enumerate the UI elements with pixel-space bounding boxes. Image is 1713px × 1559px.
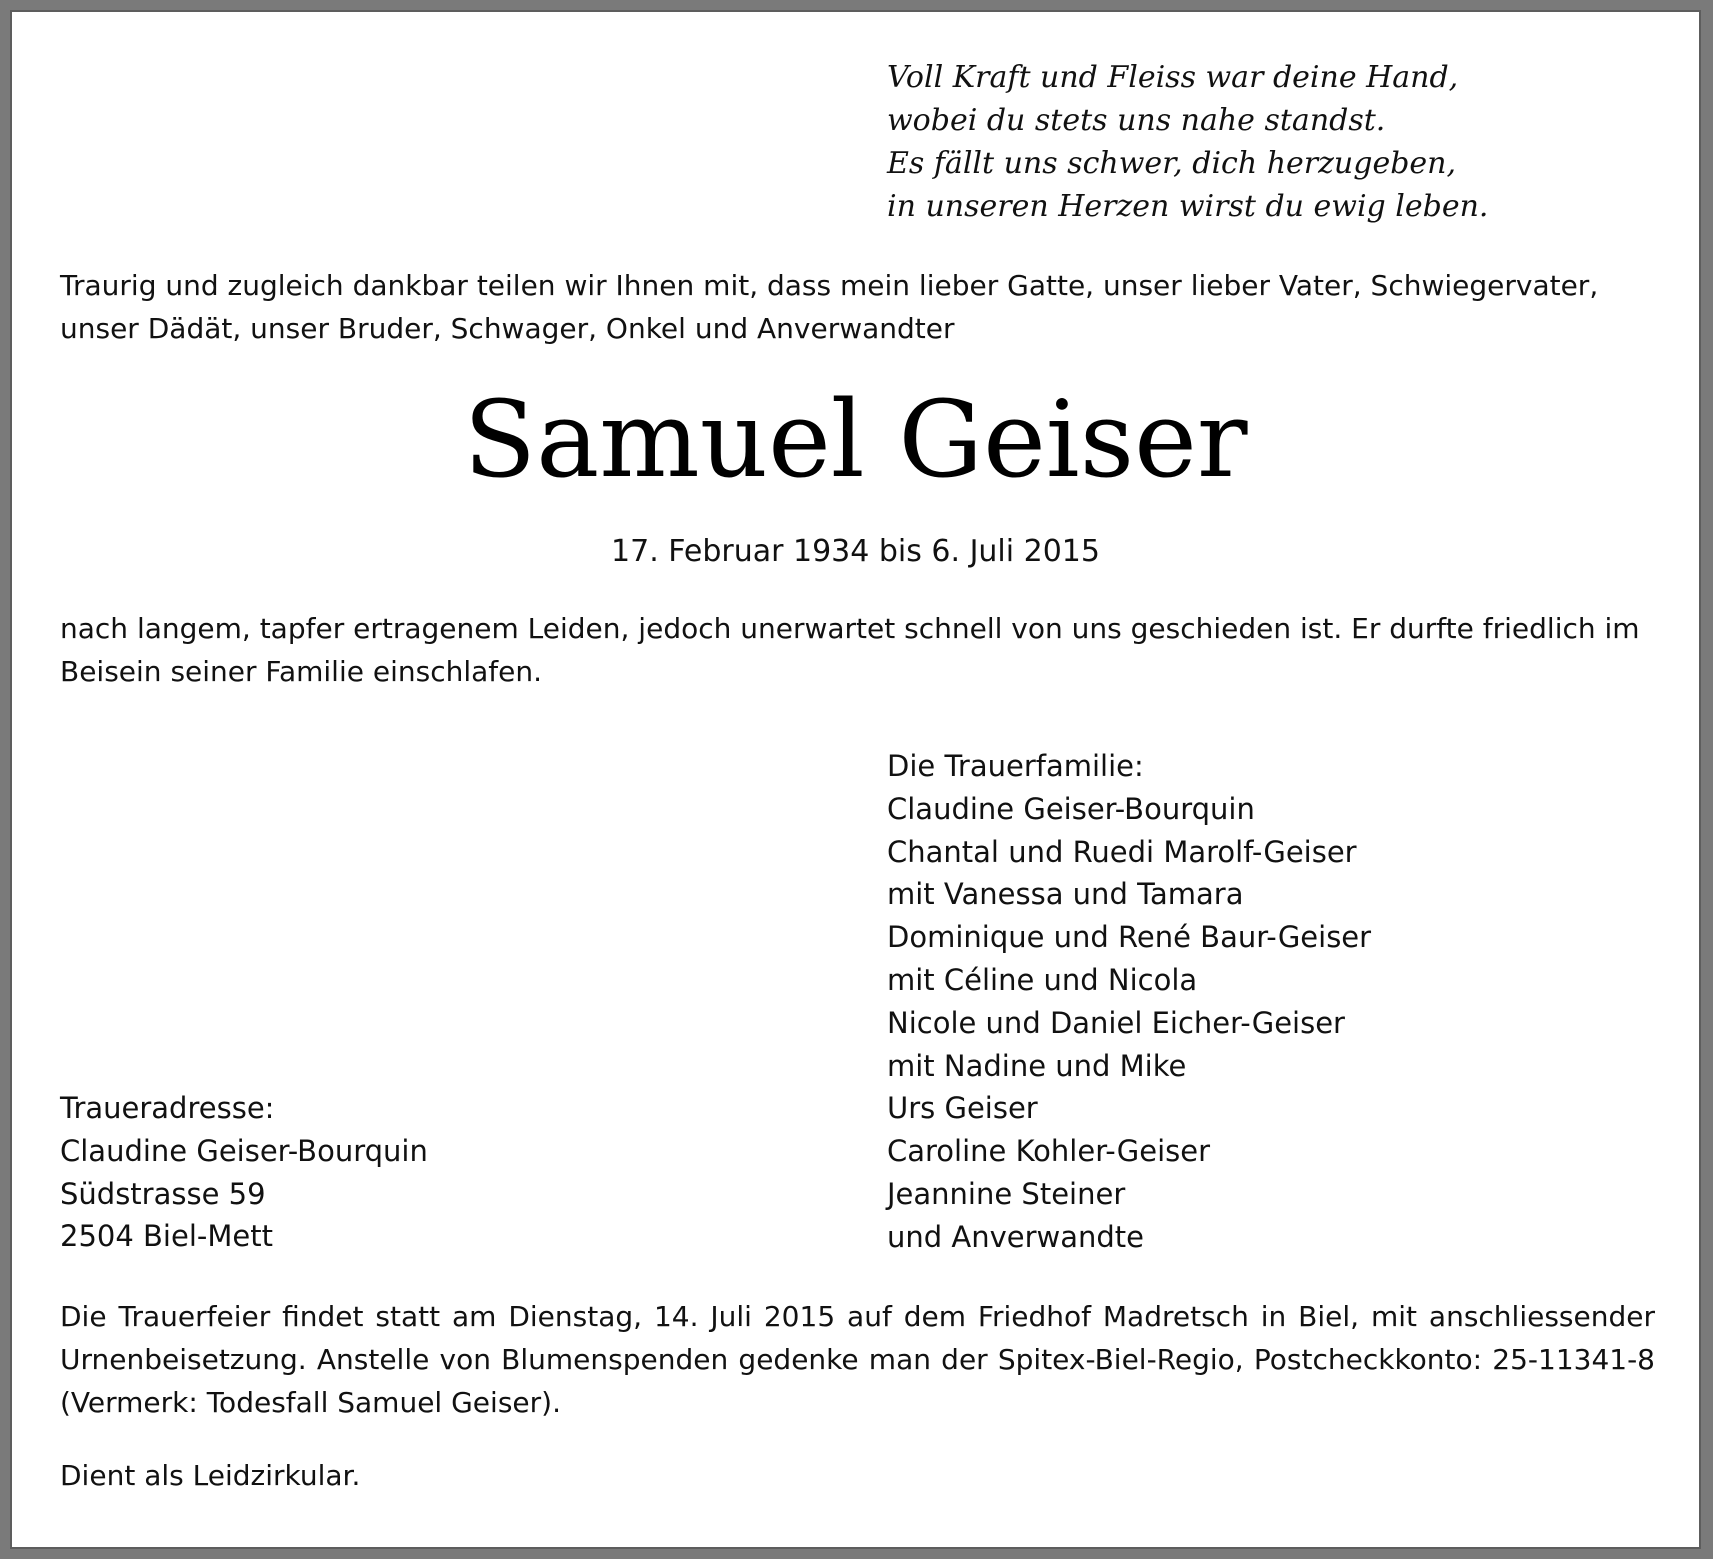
family-member: Chantal und Ruedi Marolf-Geiser [887, 834, 1357, 869]
family-member: mit Céline und Nicola [887, 962, 1198, 997]
address-line: Claudine Geiser-Bourquin [60, 1133, 428, 1168]
memorial-poem [887, 56, 1488, 228]
death-paragraph: nach langem, tapfer ertragenem Leiden, jedoch unerwartet schnell von uns geschieden ist. Er durfte friedlich im Beisein seiner Familie einschlafen. [60, 612, 1640, 688]
family-member: mit Vanessa und Tamara [887, 877, 1244, 912]
mourning-address [60, 1087, 428, 1258]
address-line: Südstrasse 59 [60, 1176, 266, 1211]
family-list [887, 745, 1371, 1259]
family-member: Dominique und René Baur-Geiser [887, 920, 1372, 955]
poem-line: wobei du stets uns nahe standst. [887, 103, 1386, 138]
service-paragraph: Die Trauerfeier findet statt am Dienstag, 14. Juli 2015 auf dem Friedhof Madretsch in Biel, mit anschliessender Urnenbeisetzung. Anstelle von Blumenspenden gedenke man der Spitex-Biel-Regio, Postcheckkonto: 25-11341-8 (Vermerk: Todesfall Samuel Geiser). [60, 1300, 1655, 1419]
family-member: Jeannine Steiner [887, 1176, 1126, 1211]
family-member: Nicole und Daniel Eicher-Geiser [887, 1005, 1345, 1040]
family-member: mit Nadine und Mike [887, 1048, 1187, 1083]
family-member: Caroline Kohler-Geiser [887, 1134, 1211, 1169]
family-member: und Anverwandte [887, 1219, 1145, 1254]
family-member: Urs Geiser [887, 1091, 1038, 1126]
life-dates: 17. Februar 1934 bis 6. Juli 2015 [611, 534, 1100, 569]
intro-paragraph: Traurig und zugleich dankbar teilen wir Ihnen mit, dass mein lieber Gatte, unser lieber Vater, Schwiegervater, unser Dädät, unser Bruder, Schwager, Onkel und Anverwandter [60, 269, 1599, 345]
address-heading: Traueradresse: [60, 1091, 275, 1125]
poem-line: in unseren Herzen wirst du ewig leben. [887, 189, 1489, 224]
address-line: 2504 Biel-Mett [60, 1219, 273, 1254]
poem-line: Voll Kraft und Fleiss war deine Hand, [887, 60, 1459, 95]
circular-note: Dient als Leidzirkular. [60, 1459, 361, 1492]
family-heading: Die Trauerfamilie: [887, 749, 1144, 783]
poem-line: Es fällt uns schwer, dich herzugeben, [887, 146, 1457, 181]
obituary-notice [12, 12, 1699, 1547]
deceased-name: Samuel Geiser [463, 378, 1248, 501]
family-member: Claudine Geiser-Bourquin [887, 791, 1255, 826]
